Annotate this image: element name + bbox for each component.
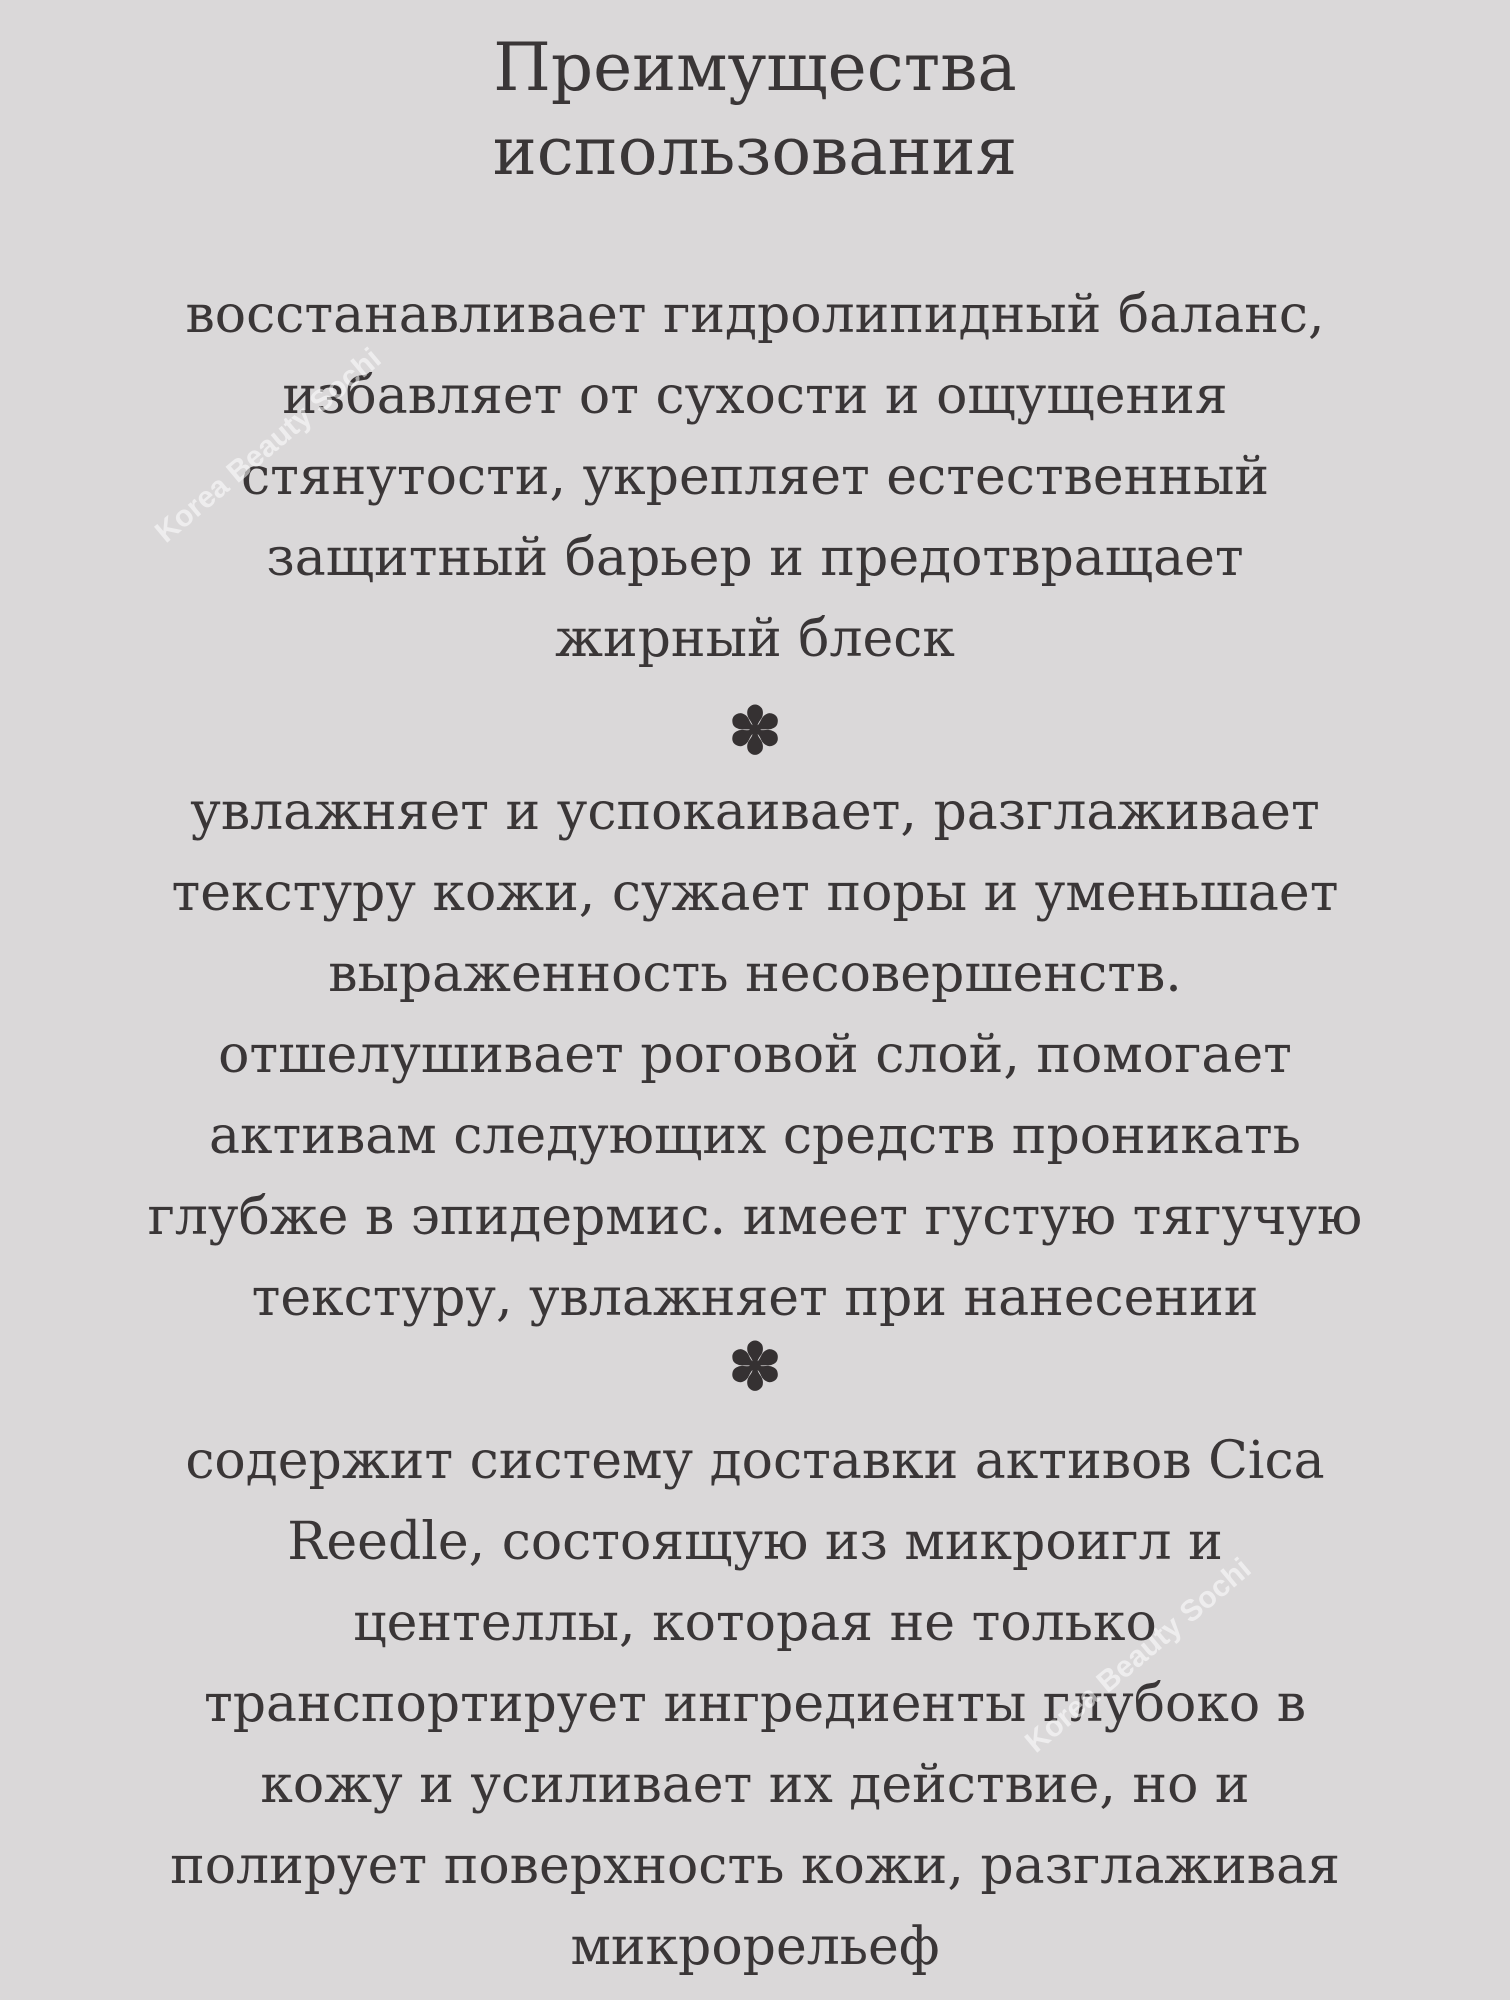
paragraph-line: текстуру кожи, сужает поры и уменьшает <box>171 863 1339 923</box>
page-title <box>0 26 1510 194</box>
title-line: использования <box>492 113 1018 190</box>
paragraph-line: увлажняет и успокаивает, разглаживает <box>190 782 1320 842</box>
paragraph-line: полирует поверхность кожи, разглаживая <box>170 1836 1340 1896</box>
title-line: Преимущества <box>493 29 1017 106</box>
paragraph-line: Reedle, состоящую из микроигл и <box>287 1512 1223 1572</box>
paragraph-line: восстанавливает гидролипидный баланс, <box>185 285 1325 345</box>
watermark: Korea Beauty Sochi <box>1019 1551 1258 1760</box>
benefit-paragraph-hydrolipid <box>40 275 1470 680</box>
paragraph-line: выраженность несовершенств. <box>328 944 1182 1004</box>
paragraph-line: глубже в эпидермис. имеет густую тягучую <box>147 1187 1363 1247</box>
paragraph-line: стянутости, укрепляет естественный <box>240 447 1270 507</box>
benefit-paragraph-texture <box>40 772 1470 1339</box>
paragraph-line: микрорельеф <box>570 1917 940 1977</box>
paragraph-line: кожу и усиливает их действие, но и <box>260 1755 1250 1815</box>
paragraph-line: отшелушивает роговой слой, помогает <box>218 1025 1292 1085</box>
paragraph-line: жирный блеск <box>555 609 955 669</box>
paragraph-line: транспортирует ингредиенты глубоко в <box>204 1674 1306 1734</box>
watermark: Korea Beauty Sochi <box>149 341 388 550</box>
paragraph-line: содержит систему доставки активов Cica <box>185 1431 1325 1491</box>
benefit-paragraph-cica-reedle <box>40 1421 1470 1988</box>
asterisk-separator-icon: ✽ <box>728 694 782 769</box>
paragraph-line: центеллы, которая не только <box>353 1593 1157 1653</box>
paragraph-line: избавляет от сухости и ощущения <box>282 366 1228 426</box>
paragraph-line: текстуру, увлажняет при нанесении <box>251 1268 1259 1328</box>
paragraph-line: защитный барьер и предотвращает <box>266 528 1244 588</box>
paragraph-line: активам следующих средств проникать <box>209 1106 1301 1166</box>
asterisk-separator-icon: ✽ <box>728 1330 782 1405</box>
